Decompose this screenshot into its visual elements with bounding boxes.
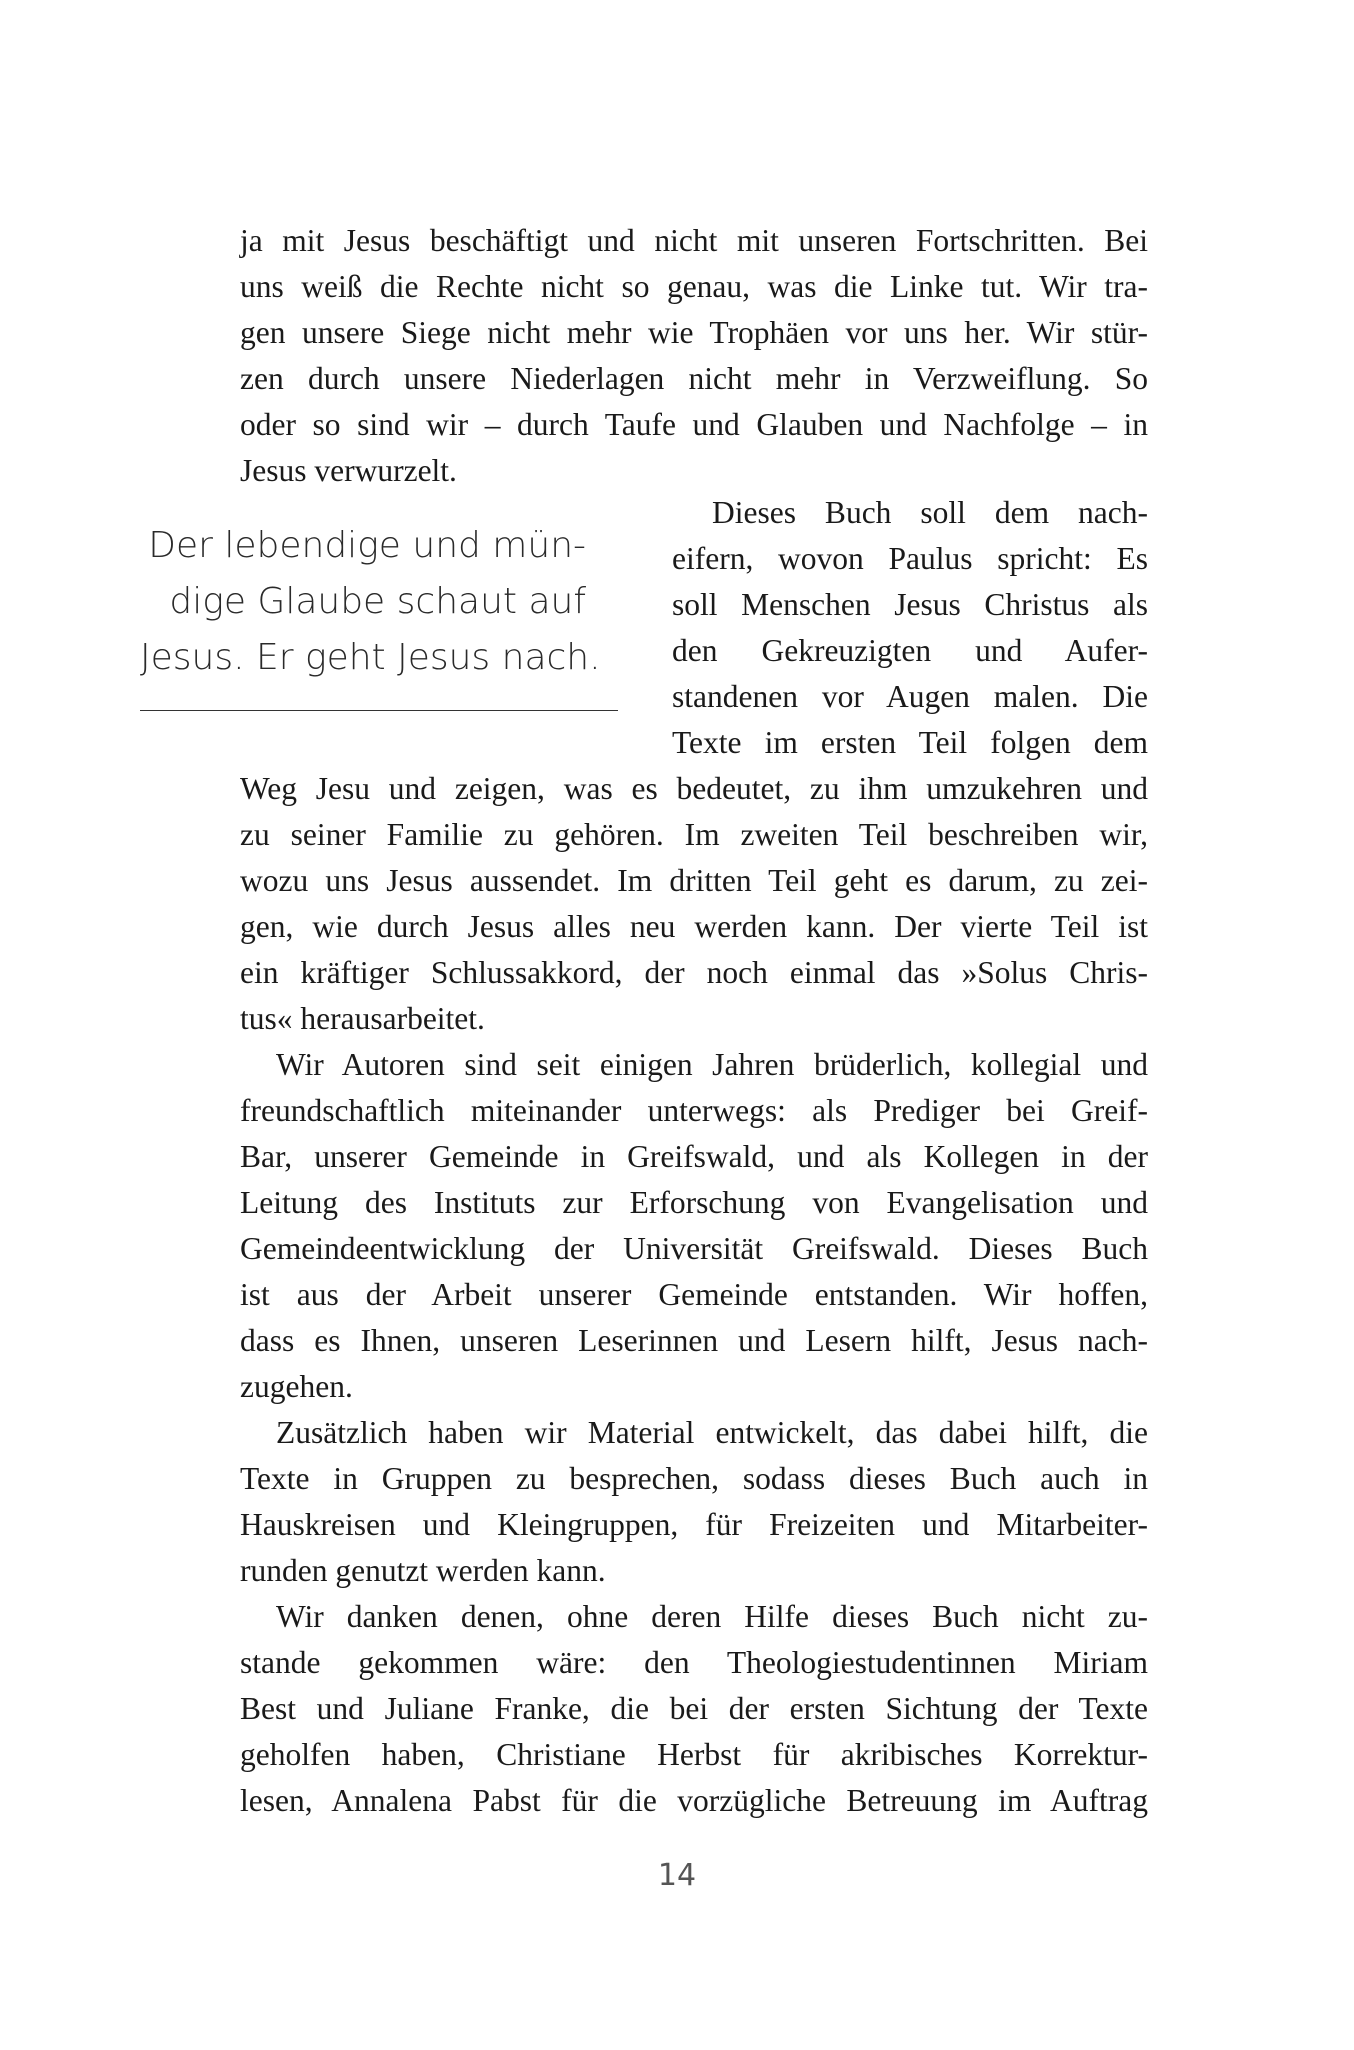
body-line: Wir Autoren sind seit einigen Jahren brüderlich, kollegial und — [276, 1047, 1148, 1082]
body-line: den Gekreuzigten und Aufer- — [672, 633, 1148, 668]
pull-quote-line: Jesus. Er geht Jesus nach. — [140, 637, 601, 678]
body-line: ist aus der Arbeit unserer Gemeinde entstanden. Wir hoffen, — [240, 1277, 1148, 1312]
page-number: 14 — [657, 1858, 697, 1893]
body-line: Best und Juliane Franke, die bei der ersten Sichtung der Texte — [240, 1691, 1148, 1726]
body-line: zu seiner Familie zu gehören. Im zweiten Teil beschreiben wir, — [240, 817, 1148, 852]
body-line: wozu uns Jesus aussendet. Im dritten Teil geht es darum, zu zei- — [240, 863, 1148, 898]
body-line: Hauskreisen und Kleingruppen, für Freizeiten und Mitarbeiter- — [240, 1507, 1148, 1542]
body-line: Zusätzlich haben wir Material entwickelt, das dabei hilft, die — [276, 1415, 1148, 1450]
body-line: tus« herausarbeitet. — [240, 1001, 485, 1036]
body-line: soll Menschen Jesus Christus als — [672, 587, 1148, 622]
intro-line: ja mit Jesus beschäftigt und nicht mit unseren Fortschritten. Bei — [240, 223, 1148, 258]
pull-quote-line: dige Glaube schaut auf — [169, 581, 586, 622]
body-line: Dieses Buch soll dem nach- — [712, 495, 1148, 530]
intro-line: oder so sind wir – durch Taufe und Glauben und Nachfolge – in — [240, 407, 1148, 442]
body-line: stande gekommen wäre: den Theologiestudentinnen Miriam — [240, 1645, 1148, 1680]
body-line: dass es Ihnen, unseren Leserinnen und Lesern hilft, Jesus nach- — [240, 1323, 1148, 1358]
body-line: Leitung des Instituts zur Erforschung von Evangelisation und — [240, 1185, 1148, 1220]
body-line: lesen, Annalena Pabst für die vorzügliche Betreuung im Auftrag — [240, 1783, 1148, 1818]
body-line: Texte in Gruppen zu besprechen, sodass dieses Buch auch in — [240, 1461, 1148, 1496]
body-line: Wir danken denen, ohne deren Hilfe dieses Buch nicht zu- — [276, 1599, 1148, 1634]
body-line: Bar, unserer Gemeinde in Greifswald, und als Kollegen in der — [240, 1139, 1148, 1174]
body-line: freundschaftlich miteinander unterwegs: als Prediger bei Greif- — [240, 1093, 1148, 1128]
body-line: zugehen. — [240, 1369, 353, 1404]
body-line: eifern, wovon Paulus spricht: Es — [672, 541, 1148, 576]
intro-line: uns weiß die Rechte nicht so genau, was die Linke tut. Wir tra- — [240, 269, 1148, 304]
intro-line: gen unsere Siege nicht mehr wie Trophäen vor uns her. Wir stür- — [240, 315, 1148, 350]
body-line: ein kräftiger Schlussakkord, der noch einmal das »Solus Chris- — [240, 955, 1148, 990]
body-line: Texte im ersten Teil folgen dem — [672, 725, 1148, 760]
body-line: geholfen haben, Christiane Herbst für akribisches Korrektur- — [240, 1737, 1148, 1772]
intro-line: Jesus verwurzelt. — [240, 453, 457, 488]
pull-quote-line: Der lebendige und mün- — [148, 525, 586, 566]
pull-quote-rule — [140, 710, 618, 711]
body-line: Weg Jesu und zeigen, was es bedeutet, zu ihm umzukehren und — [240, 771, 1148, 806]
body-line: Gemeindeentwicklung der Universität Greifswald. Dieses Buch — [240, 1231, 1148, 1266]
body-line: gen, wie durch Jesus alles neu werden kann. Der vierte Teil ist — [240, 909, 1148, 944]
body-line: runden genutzt werden kann. — [240, 1553, 606, 1588]
intro-line: zen durch unsere Niederlagen nicht mehr in Verzweiflung. So — [240, 361, 1148, 396]
body-line: standenen vor Augen malen. Die — [672, 679, 1148, 714]
